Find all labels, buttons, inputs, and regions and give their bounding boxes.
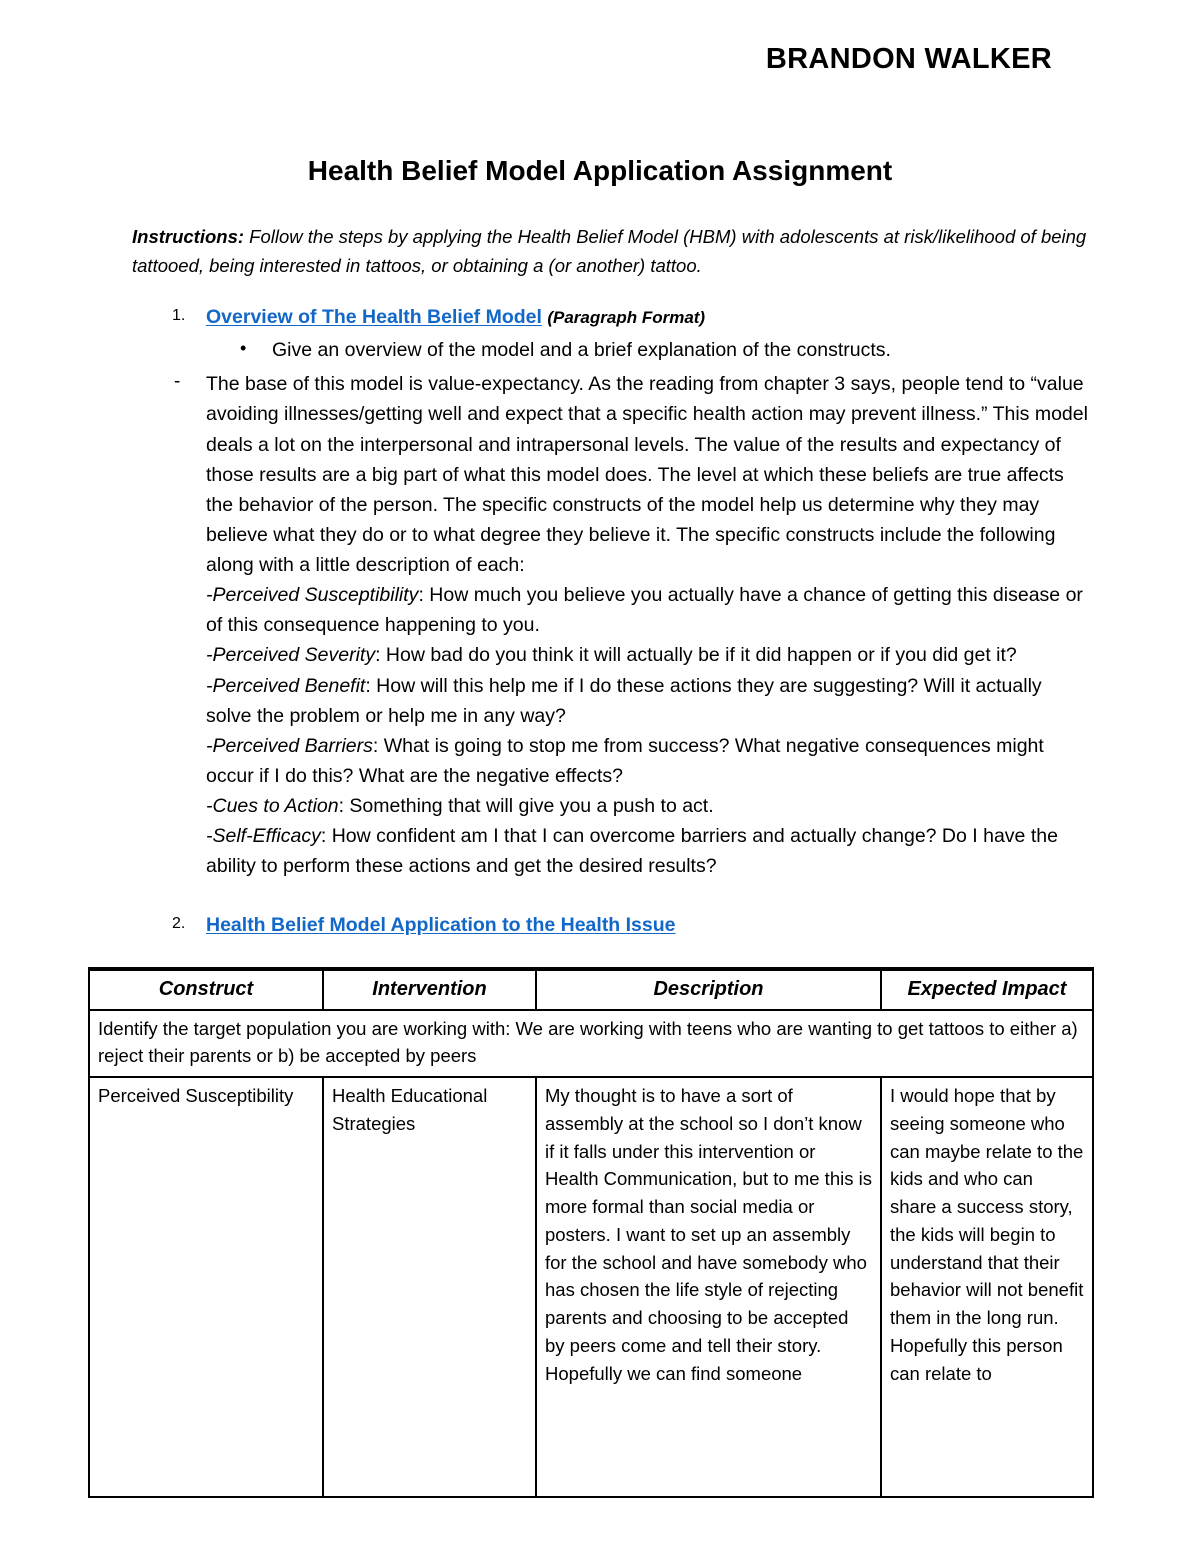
student-name: BRANDON WALKER [765,43,1052,75]
instructions-paragraph [132,223,1092,280]
construct-text: : How much you believe you actually have a chance of getting this disease or of this consequence happening to you. [206,584,1083,637]
page-header [0,0,1200,76]
construct-text: : How confident am I that I can overcome barriers and actually change? Do I have the ability to perform these actions and get the desired results? [206,825,1058,878]
construct-text: : What is going to stop me from success? What negative consequences might occur if I do this? What are the negative effects? [206,734,1044,787]
cell-construct[interactable]: Perceived Susceptibility [89,1077,323,1497]
construct-label: -Perceived Severity [206,644,376,667]
construct-label: -Perceived Benefit [206,674,366,697]
section-1-bullet-text: Give an overview of the model and a brief explanation of the constructs. [272,339,891,362]
section-1-bullet [132,336,1092,365]
construct-definition [206,791,1092,821]
construct-text: : How will this help me if I do these actions they are suggesting? Will it actually solve the problem or help me in any way? [206,674,1042,727]
construct-label: -Perceived Susceptibility [206,584,419,607]
construct-definition [206,640,1092,670]
table-body [89,1010,1093,1498]
column-header-description: Description [536,969,881,1010]
target-population-cell[interactable]: Identify the target population you are working with: We are working with teens who are wanting to get tattoos to either a) reject their parents or b) be accepted by peers [89,1010,1093,1078]
construct-definition [206,671,1092,731]
construct-label: -Cues to Action [206,795,339,818]
construct-text: : Something that will give you a push to act. [338,795,714,818]
list-number-1: 1. [172,306,186,324]
cell-intervention[interactable]: Health Educational Strategies [323,1077,536,1497]
hbm-application-table [88,967,1094,1499]
section-1-list [132,303,1092,332]
construct-definition [206,821,1092,881]
table-head [89,969,1093,1010]
bullet-dot-icon: • [240,338,247,359]
cell-expected-impact[interactable]: I would hope that by seeing someone who can maybe relate to the kids and who can share a success story, the kids will begin to understand that their behavior will not benefit them in the long run. Hopefully this person can relate to [881,1077,1093,1497]
section-2-item [132,911,1092,940]
instructions-label: Instructions: [132,226,245,248]
section-1-format-note: (Paragraph Format) [547,307,706,327]
section-1-answer-block [132,369,1092,881]
document-title: Health Belief Model Application Assignment [307,154,893,186]
column-header-construct: Construct [89,969,323,1010]
dash-marker-icon: - [174,371,181,393]
section-2-list [132,911,1092,940]
construct-label: -Self-Efficacy [206,825,321,848]
construct-definition [206,731,1092,791]
column-header-intervention: Intervention [323,969,536,1010]
section-1-heading-link[interactable]: Overview of The Health Belief Model [206,305,542,328]
section-1-paragraph: The base of this model is value-expectancy. As the reading from chapter 3 says, people tend to “value avoiding illnesses/getting well and expect that a specific health action may prevent illness.” This model deals a lot on the interpersonal and intrapersonal levels. The value of the results and expectancy of those results are a big part of what this model does. The level at which these beliefs are true affects the behavior of the person. The specific constructs of the model help us determine why they may believe what they do or to what degree they believe it. The specific constructs include the following along with a little description of each: [206,373,1088,577]
table-header-row [89,969,1093,1010]
column-header-expected-impact: Expected Impact [881,969,1093,1010]
table-row [89,1077,1093,1497]
instructions-text: Follow the steps by applying the Health Belief Model (HBM) with adolescents at risk/likelihood of being tattooed, being interested in tattoos, or obtaining a (or another) tattoo. [132,226,1087,277]
construct-label: -Perceived Barriers [206,734,373,757]
construct-text: : How bad do you think it will actually be if it did happen or if you did get it? [375,644,1017,667]
section-2-heading-link[interactable]: Health Belief Model Application to the Health Issue [206,914,676,937]
target-population-row [89,1010,1093,1078]
list-number-2: 2. [172,915,186,933]
hbm-table-wrapper [88,967,1092,1499]
section-1-item [132,303,1092,332]
construct-definition [206,580,1092,640]
cell-description[interactable]: My thought is to have a sort of assembly at the school so I don’t know if it falls under this intervention or Health Communication, but to me this is more formal than social media or posters. I want to set up an assembly for the school and have somebody who has chosen the life style of rejecting parents and choosing to be accepted by peers come and tell their story. Hopefully we can find someone [536,1077,881,1497]
document-body [0,223,1200,1498]
